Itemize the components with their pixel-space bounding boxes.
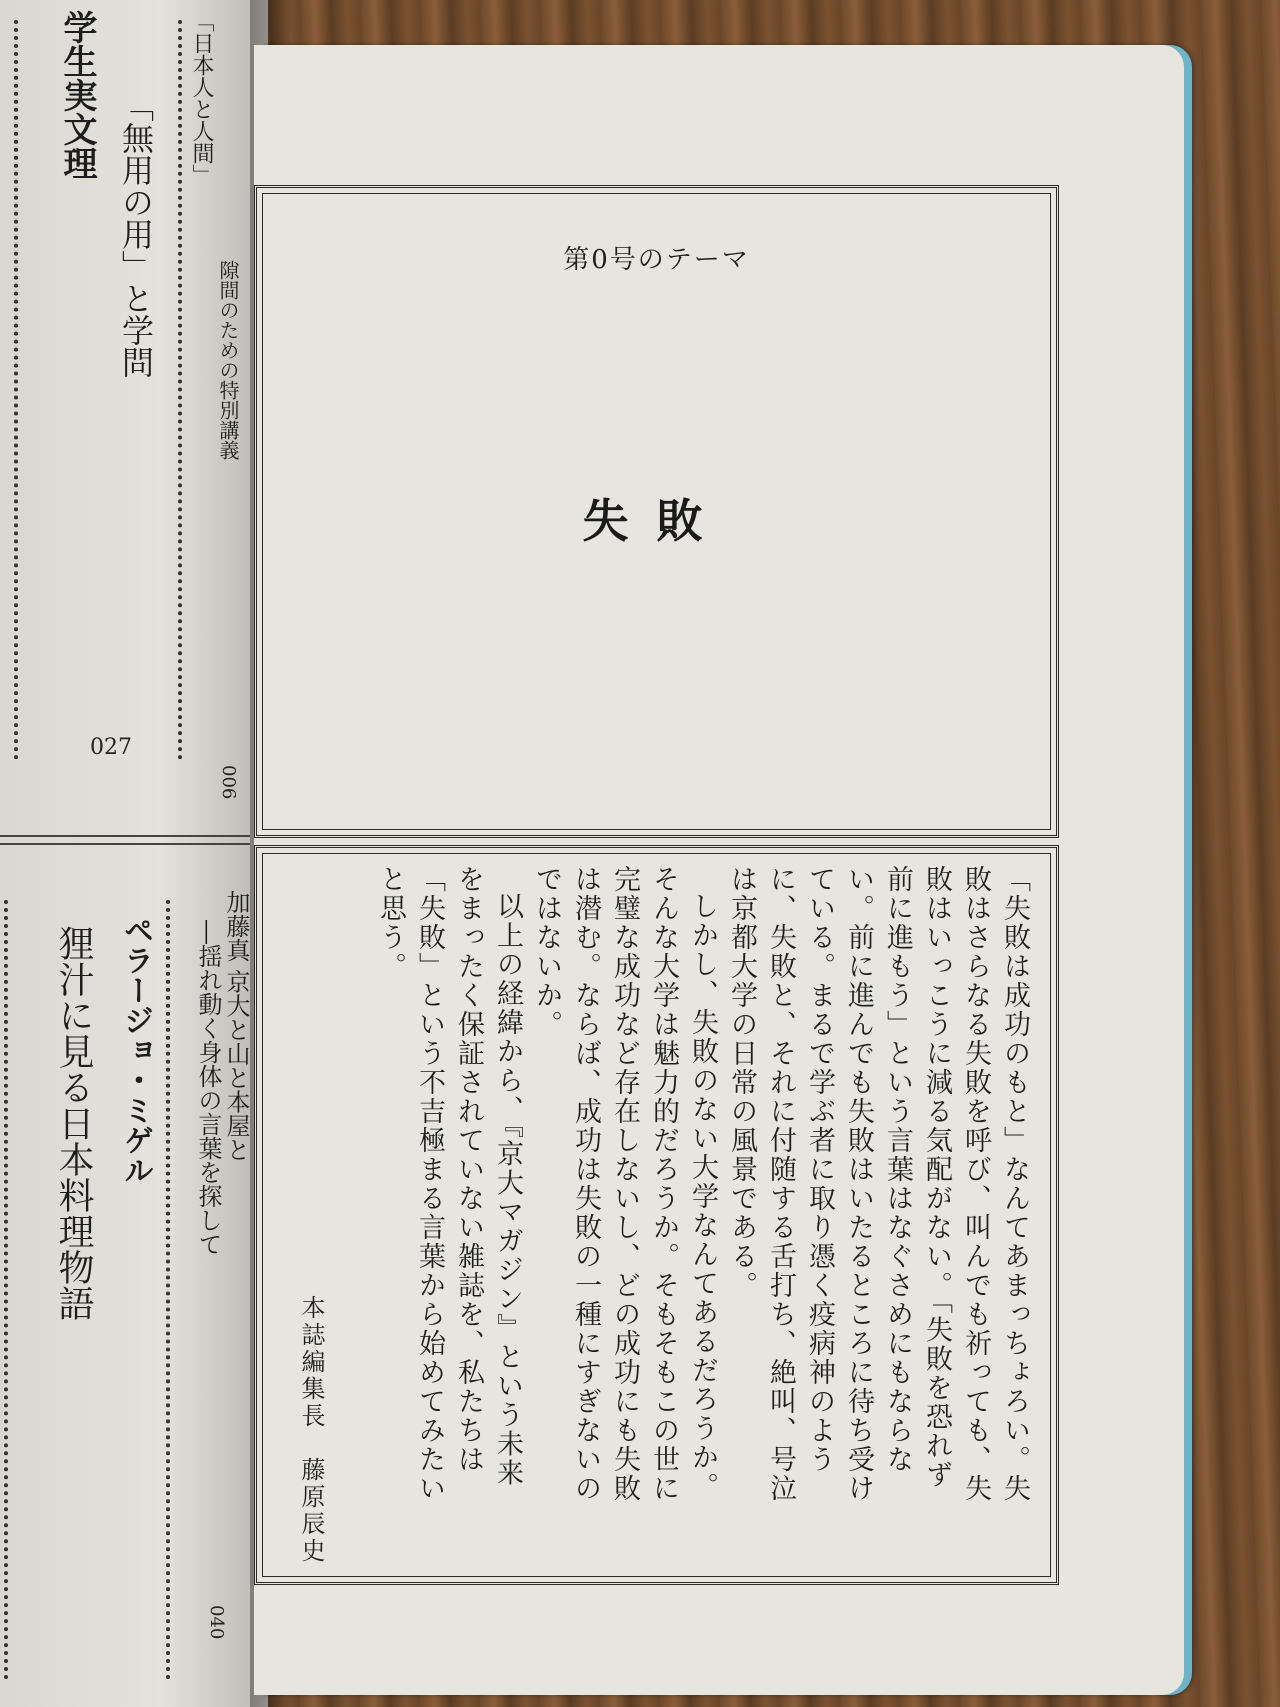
facing-page-left	[0, 0, 268, 1707]
toc-entry-author: ペラージョ・ミゲル	[118, 915, 153, 1185]
toc-entry-subtitle: ―揺れ動く身体の言葉を探して	[194, 920, 222, 1256]
toc-entry-subtitle: 隙間のための特別講義	[216, 260, 240, 460]
divider	[0, 843, 250, 845]
editorial-body	[334, 865, 1034, 1515]
editor-signature: 本誌編集長 藤原辰史	[297, 1295, 325, 1565]
paragraph: 「失敗は成功のもと」なんてあまっちょろい。失敗はさらなる失敗を呼び、叫んでも祈っても、失敗はいっこうに減る気配がない。「失敗を恐れず前に進もう」という言葉はなぐさめにもならない。前に進んでも失敗はいたるところに待ち受けている。まるで学ぶ者に取り憑く疫病神のように、失敗と、それに付随する舌打ち、絶叫、号泣は京都大学の日常の風景である。	[726, 865, 1030, 1503]
leader-dots	[4, 900, 8, 1680]
theme-label: 第0号のテーマ	[563, 245, 750, 275]
toc-entry-title: 「無用の用」と学問	[117, 90, 155, 378]
toc-entry-subtitle: 「日本人と人間」	[189, 10, 214, 186]
leader-dots	[178, 20, 182, 760]
toc-entry-title: 狸汁に見る日本料理物語	[53, 925, 94, 1321]
page-number: 027	[90, 735, 132, 760]
toc-entry-title: 加藤真 京大と山と本屋と	[222, 890, 250, 1162]
paragraph: しかし、失敗のない大学なんてあるだろうか。そんな大学は魅力的だろうか。そもそもこの世に完璧な成功など存在しないし、どの成功にも失敗は潜む。ならば、成功は失敗の一種にすぎないのではないか。	[531, 865, 718, 1503]
theme-page	[254, 45, 1184, 1695]
toc-entry-title: 学生実文理	[57, 10, 97, 180]
page-number: 040	[206, 1605, 227, 1640]
divider	[0, 835, 250, 837]
paragraph: 以上の経緯から、『京大マガジン』という未来をまったく保証されていない雑誌を、私たちは「失敗」という不吉極まる言葉から始めてみたいと思う。	[375, 865, 523, 1503]
page-number: 006	[218, 765, 239, 800]
leader-dots	[14, 20, 18, 760]
leader-dots	[166, 900, 170, 1680]
theme-title: 失敗	[582, 494, 731, 548]
